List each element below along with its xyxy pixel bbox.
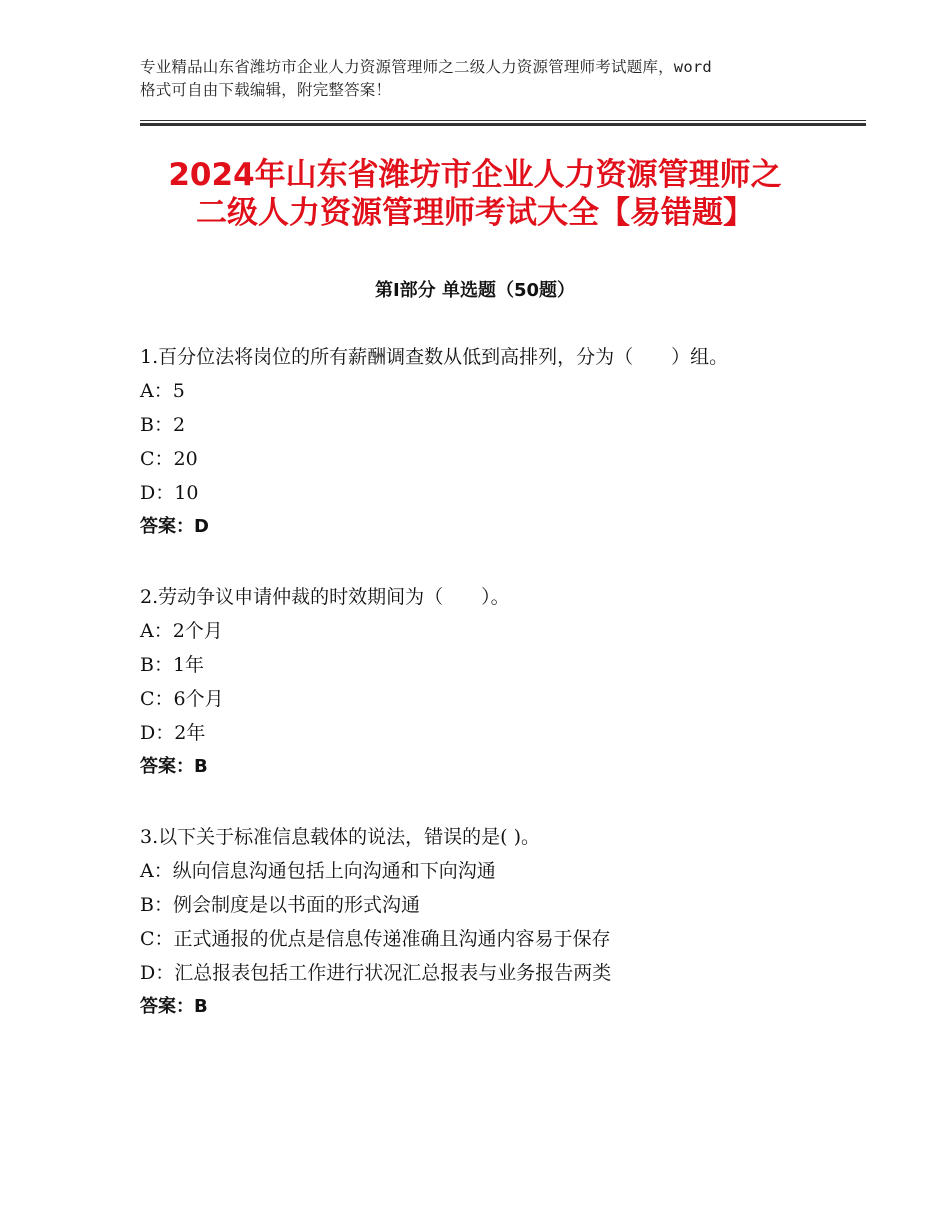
option-d: D：10: [140, 482, 199, 504]
option-d: D：2年: [140, 722, 206, 744]
question-2: [140, 580, 840, 784]
question-1: [140, 340, 840, 544]
option-a: A：2个月: [140, 620, 223, 642]
header-note-line-1: 专业精品山东省潍坊市企业人力资源管理师之二级人力资源管理师考试题库，word: [140, 58, 712, 76]
option-b: B：2: [140, 414, 186, 436]
section-heading: 第Ⅰ部分 单选题（50题）: [374, 280, 575, 301]
option-c: C：正式通报的优点是信息传递准确且沟通内容易于保存: [140, 928, 611, 950]
option-a: A：5: [140, 380, 185, 402]
question-stem: 1.百分位法将岗位的所有薪酬调查数从低到高排列，分为（ ）组。: [140, 346, 729, 368]
question-3: [140, 820, 840, 1024]
answer-label: 答案：B: [140, 756, 208, 777]
document-title: [0, 156, 950, 232]
document-title-line-1: 2024年山东省潍坊市企业人力资源管理师之: [168, 157, 782, 193]
question-list: [140, 340, 840, 1060]
option-c: C：6个月: [140, 688, 224, 710]
question-stem: 3.以下关于标准信息载体的说法，错误的是( )。: [140, 826, 540, 848]
option-b: B：1年: [140, 654, 205, 676]
question-stem: 2.劳动争议申请仲裁的时效期间为（ ）。: [140, 586, 510, 608]
answer-label: 答案：B: [140, 996, 208, 1017]
document-title-line-2: 二级人力资源管理师考试大全【易错题】: [196, 195, 754, 231]
option-a: A：纵向信息沟通包括上向沟通和下向沟通: [140, 860, 496, 882]
header-divider-thick: [140, 123, 866, 126]
header-note: [140, 56, 840, 102]
header-note-line-2: 格式可自由下载编辑，附完整答案！: [140, 81, 392, 99]
answer-label: 答案：D: [140, 516, 209, 537]
header-divider-thin: [140, 120, 866, 121]
option-c: C：20: [140, 448, 198, 470]
option-b: B：例会制度是以书面的形式沟通: [140, 894, 420, 916]
option-d: D：汇总报表包括工作进行状况汇总报表与业务报告两类: [140, 962, 612, 984]
